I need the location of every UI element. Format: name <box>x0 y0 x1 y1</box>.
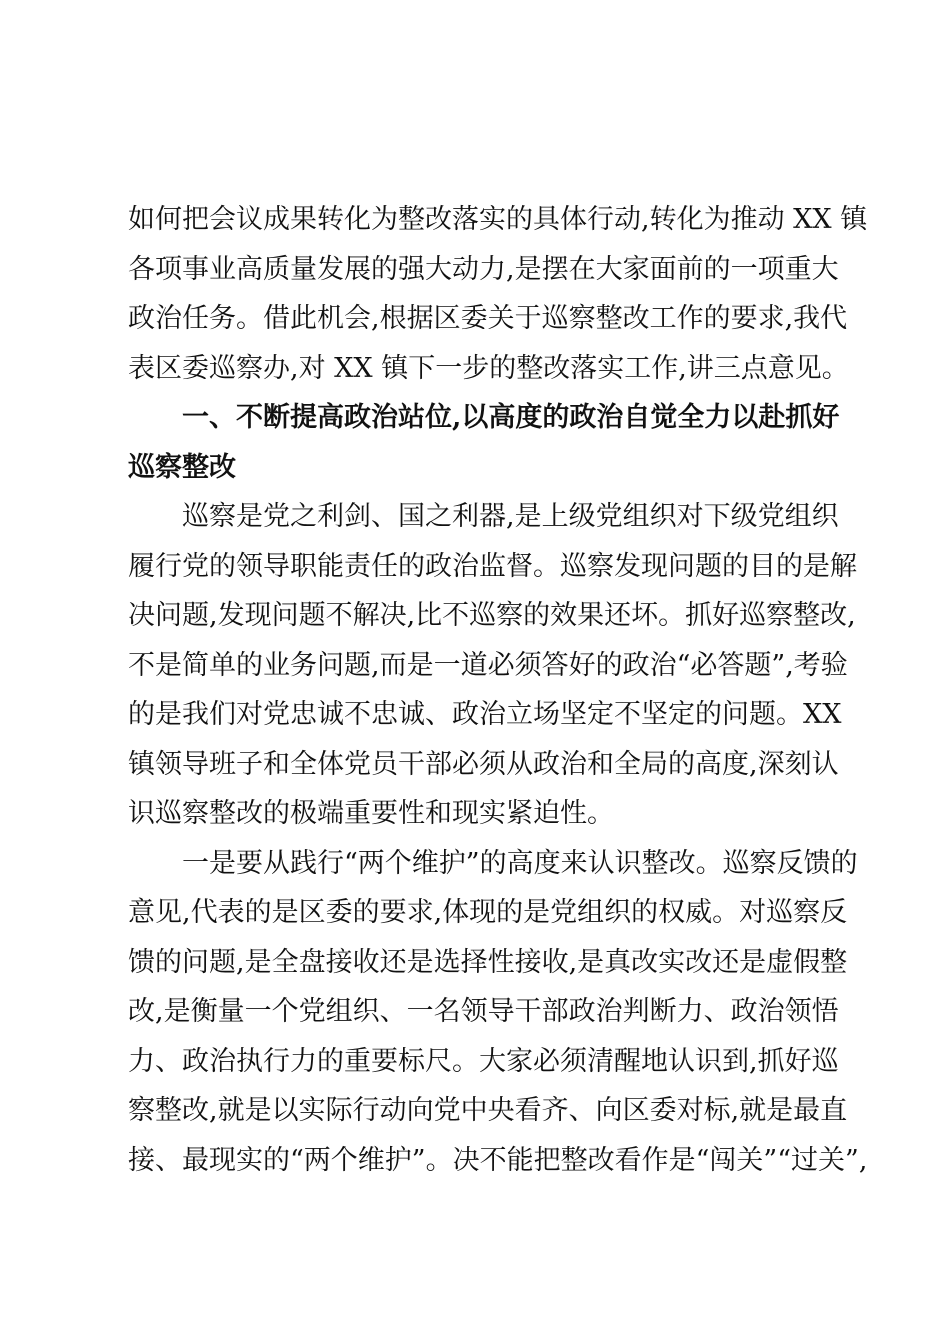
text-line: 一是要从践行“两个维护”的高度来认识整改。巡察反馈的 <box>182 847 858 879</box>
text-line: 接、最现实的“两个维护”。决不能把整改看作是“闯关”“过关”, <box>128 1144 868 1176</box>
heading-line: 巡察整改 <box>128 451 236 483</box>
text-line: 察整改,就是以实际行动向党中央看齐、向区委对标,就是最直 <box>128 1095 848 1126</box>
text-line: 如何把会议成果转化为整改落实的具体行动,转化为推动 XX 镇 <box>128 204 868 235</box>
text-line: 政治任务。借此机会,根据区委关于巡察整改工作的要求,我代 <box>128 303 848 334</box>
text-line: 表区委巡察办,对 XX 镇下一步的整改落实工作,讲三点意见。 <box>128 352 849 384</box>
text-line: 力、政治执行力的重要标尺。大家必须清醒地认识到,抓好巡 <box>128 1045 839 1077</box>
text-line: 的是我们对党忠诚不忠诚、政治立场坚定不坚定的问题。XX <box>128 699 842 730</box>
text-line: 镇领导班子和全体党员干部必须从政治和全局的高度,深刻认 <box>128 748 839 780</box>
text-line: 改,是衡量一个党组织、一名领导干部政治判断力、政治领悟 <box>128 996 839 1027</box>
text-line: 各项事业高质量发展的强大动力,是摆在大家面前的一项重大 <box>128 253 839 285</box>
text-line: 识巡察整改的极端重要性和现实紧迫性。 <box>128 798 614 829</box>
intro-paragraph <box>128 195 868 393</box>
text-line: 意见,代表的是区委的要求,体现的是党组织的权威。对巡察反 <box>128 897 848 928</box>
heading-line: 一、不断提高政治站位,以高度的政治自觉全力以赴抓好 <box>182 402 840 433</box>
paragraph-inspection <box>128 492 857 839</box>
text-line: 履行党的领导职能责任的政治监督。巡察发现问题的目的是解 <box>128 550 857 582</box>
text-line: 决问题,发现问题不解决,比不巡察的效果还坏。抓好巡察整改, <box>128 600 856 631</box>
document-body <box>128 195 868 1185</box>
text-line: 不是简单的业务问题,而是一道必须答好的政治“必答题”,考验 <box>128 649 848 681</box>
text-line: 馈的问题,是全盘接收还是选择性接收,是真改实改还是虚假整 <box>128 946 848 978</box>
text-line: 巡察是党之利剑、国之利器,是上级党组织对下级党组织 <box>182 501 839 532</box>
paragraph-two-safeguards <box>128 839 868 1186</box>
section-heading <box>128 393 840 492</box>
